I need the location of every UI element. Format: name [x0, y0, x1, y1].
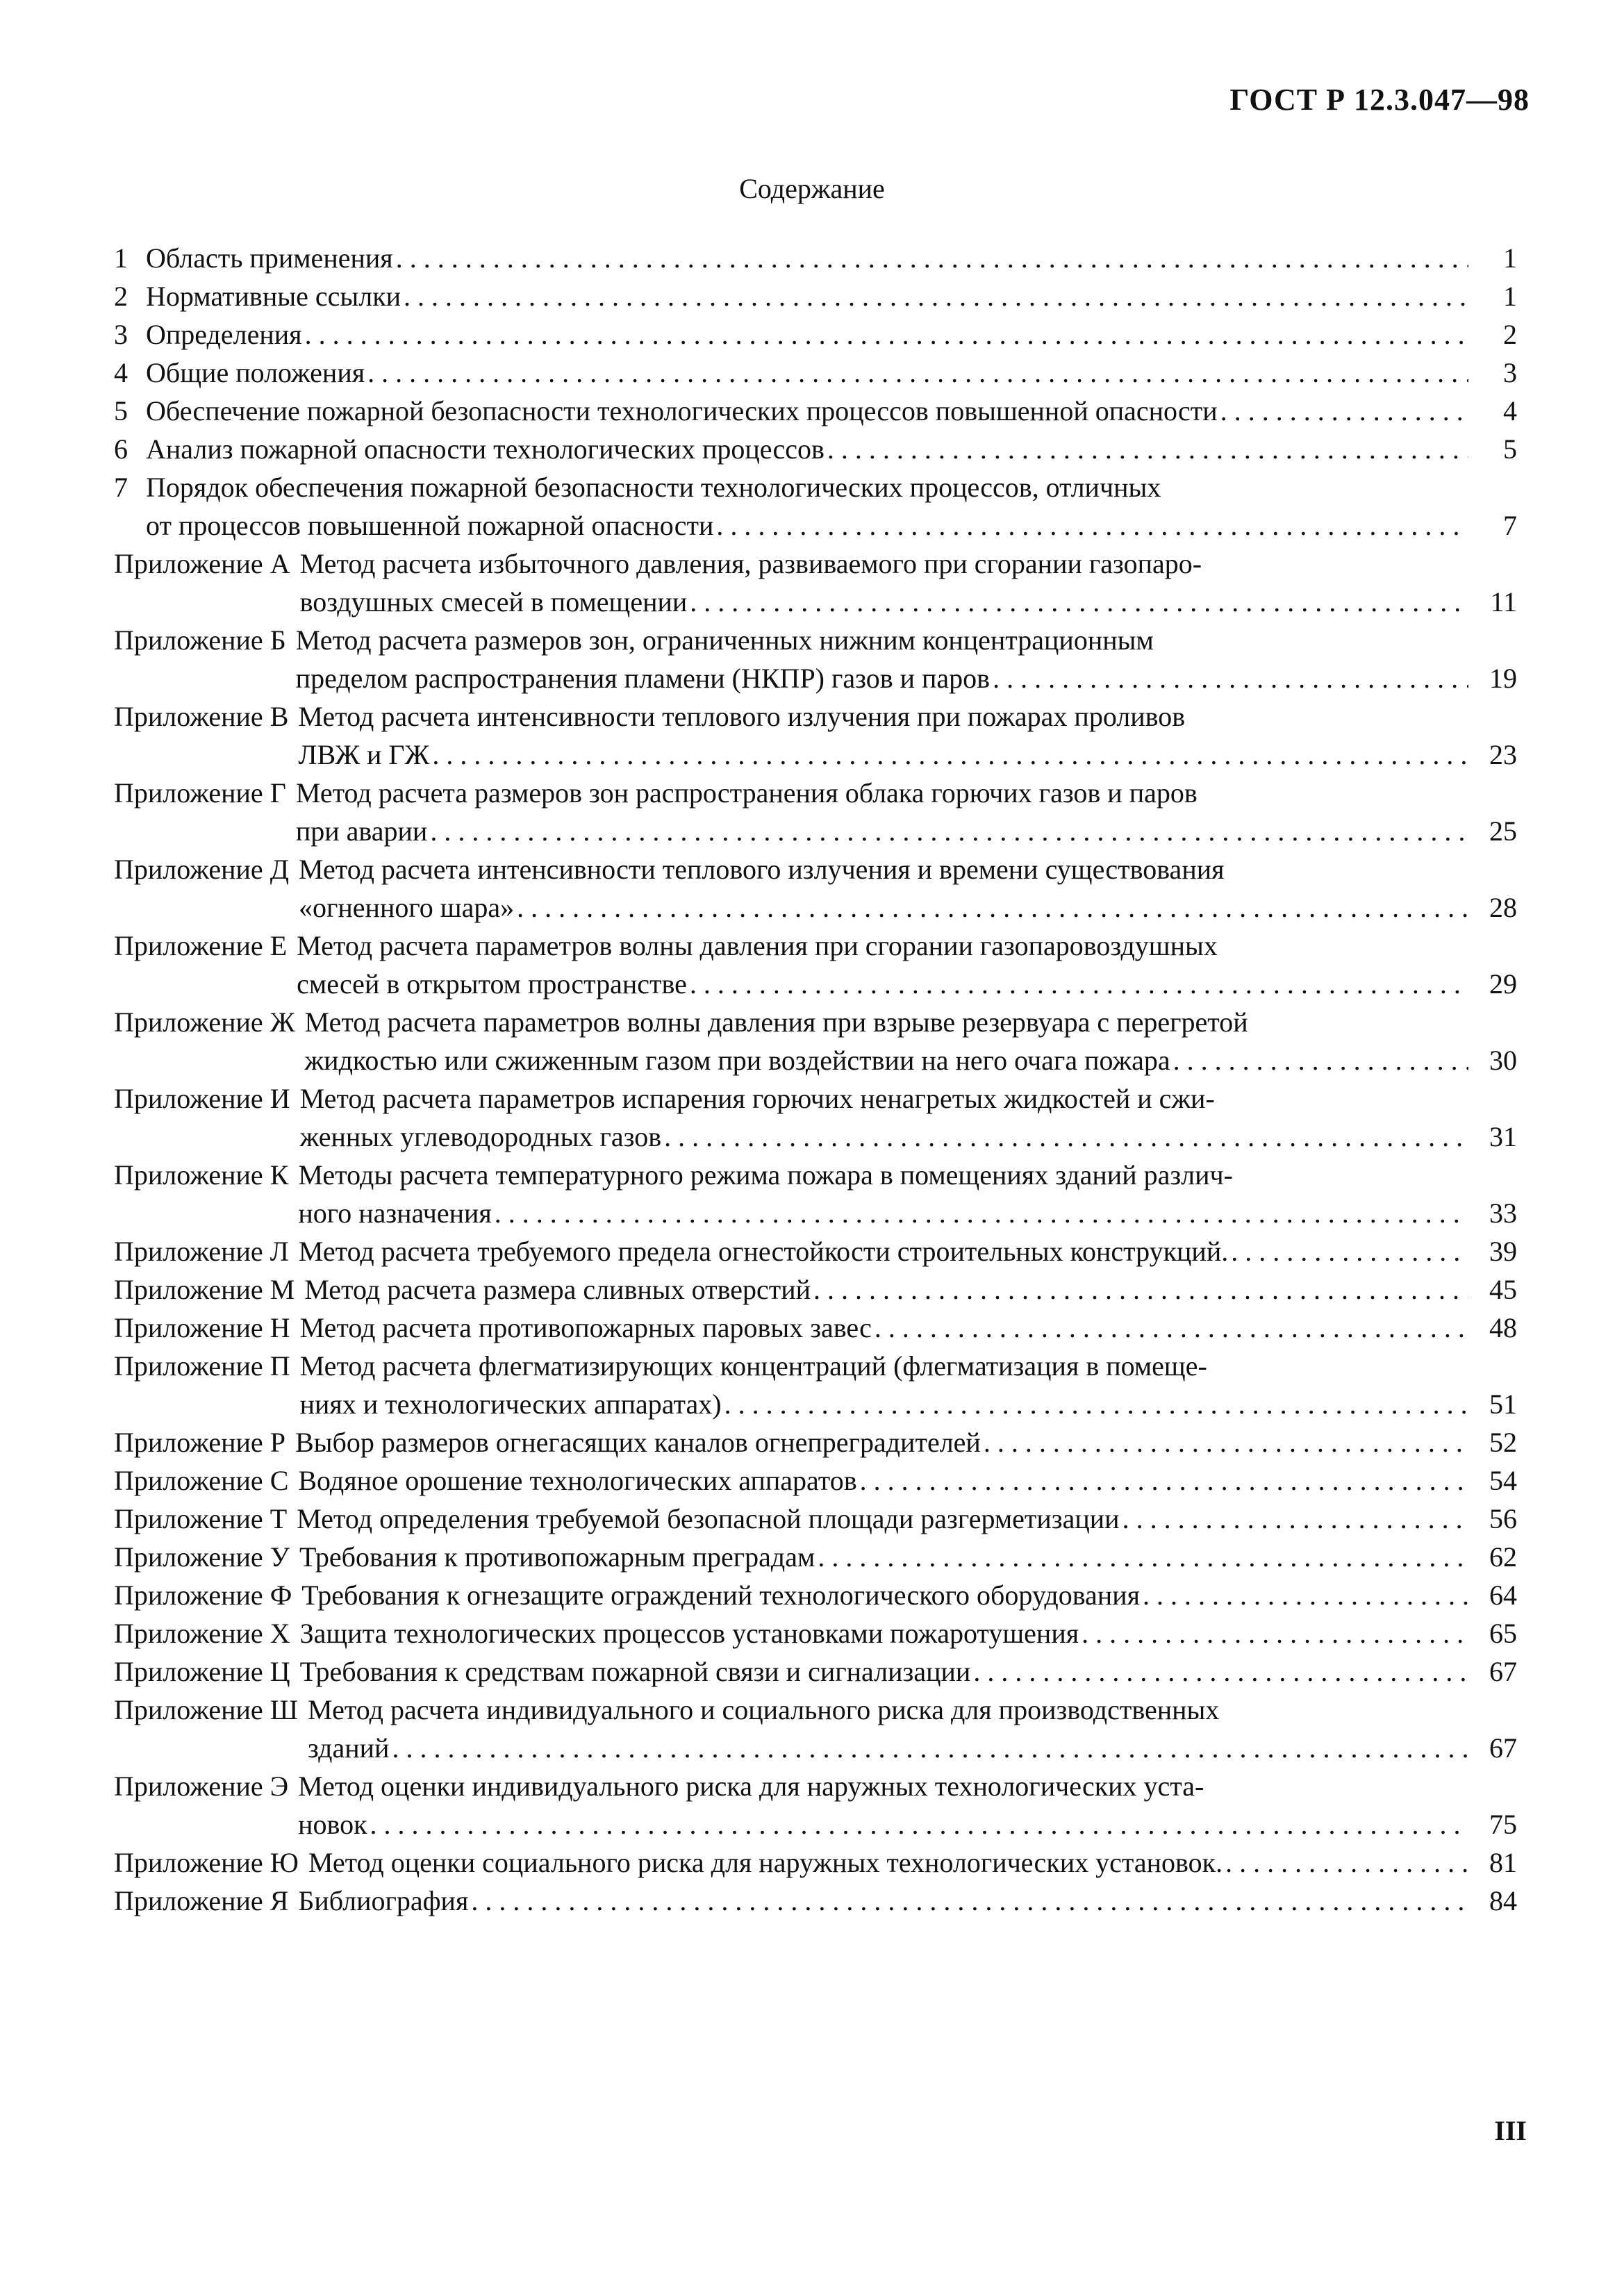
toc-appendix[interactable]	[114, 1079, 1517, 1156]
entry-title: Определения	[146, 319, 302, 350]
toc-appendix[interactable]	[114, 1691, 1517, 1767]
dot-leader	[813, 1270, 1468, 1309]
dot-leader	[305, 315, 1468, 354]
page-ref: 2	[1503, 319, 1517, 350]
section-number: 4	[114, 357, 128, 388]
page-ref: 3	[1503, 357, 1517, 388]
toc-appendix[interactable]	[114, 1156, 1517, 1232]
entry-title: пределом распространения пламени (НКПР) газов и паров	[295, 663, 991, 694]
toc-appendix[interactable]	[114, 1843, 1517, 1882]
entry-title-line: Метод расчета индивидуального и социального риска для производственных	[308, 1694, 1220, 1725]
dot-leader	[1143, 1576, 1468, 1614]
toc-title: Содержание	[739, 173, 885, 204]
section-number: 1	[114, 242, 128, 274]
page-ref: 54	[1489, 1465, 1517, 1496]
toc-appendix[interactable]	[114, 1347, 1517, 1423]
page-ref: 65	[1489, 1618, 1517, 1649]
toc-appendix[interactable]	[114, 1500, 1517, 1538]
page-ref: 52	[1489, 1427, 1517, 1458]
entry-title: жидкостью или сжиженным газом при воздействии на него очага пожара	[304, 1045, 1170, 1076]
dot-leader	[716, 506, 1468, 545]
dot-leader	[984, 1423, 1468, 1461]
page-ref: 7	[1503, 510, 1517, 541]
entry-title: Общие положения	[146, 357, 365, 388]
page-ref: 75	[1489, 1809, 1517, 1840]
entry-title: от процессов повышенной пожарной опасности	[146, 510, 714, 541]
appendix-label: Приложение Н	[114, 1312, 290, 1343]
entry-title: Анализ пожарной опасности технологических процессов	[146, 433, 825, 465]
section-number: 7	[114, 472, 128, 503]
appendix-label: Приложение Ц	[114, 1656, 290, 1687]
entry-title-line: Метод расчета флегматизирующих концентраций (флегматизация в помеще-	[299, 1350, 1207, 1382]
entry-title: Метод расчета противопожарных паровых завес	[299, 1312, 872, 1343]
dot-leader	[973, 1652, 1468, 1691]
dot-leader	[875, 1309, 1468, 1347]
entry-title-line: Метод расчета параметров волны давления при взрыве резервуара с перегретой	[304, 1006, 1248, 1038]
entry-title: зданий	[308, 1732, 390, 1764]
toc-appendix[interactable]	[114, 1461, 1517, 1500]
appendix-label: Приложение Х	[114, 1618, 290, 1649]
toc-appendix[interactable]	[114, 1767, 1517, 1843]
entry-title: при аварии	[295, 815, 428, 847]
entry-title: Требования к противопожарным преградам	[299, 1541, 815, 1573]
entry-title: Метод расчета требуемого предела огнестойкости строительных конструкций.	[298, 1236, 1229, 1267]
dot-leader	[1231, 1232, 1468, 1270]
entry-title-line: Метод расчета размеров зон, ограниченных нижним концентрационным	[295, 624, 1154, 656]
toc-appendix[interactable]	[114, 774, 1517, 850]
toc-section[interactable]	[114, 430, 1517, 468]
toc-appendix[interactable]	[114, 1882, 1517, 1920]
entry-title-line: Метод оценки индивидуального риска для наружных технологических уста-	[298, 1771, 1204, 1802]
appendix-label: Приложение Л	[114, 1236, 289, 1267]
toc-section[interactable]	[114, 239, 1517, 277]
appendix-label: Приложение К	[114, 1159, 289, 1191]
entry-title: Требования к средствам пожарной связи и сигнализации	[299, 1656, 971, 1687]
entry-title: ного назначения	[298, 1197, 492, 1229]
dot-leader	[1122, 1500, 1468, 1538]
section-number: 5	[114, 395, 128, 426]
appendix-label: Приложение Ж	[114, 1006, 295, 1038]
dot-leader	[724, 1385, 1468, 1423]
page-number: III	[1494, 2115, 1527, 2146]
appendix-label: Приложение П	[114, 1350, 290, 1382]
appendix-label: Приложение Ш	[114, 1694, 299, 1725]
toc-appendix[interactable]	[114, 1652, 1517, 1691]
standard-code: ГОСТ Р 12.3.047—98	[1229, 83, 1530, 117]
dot-leader	[1225, 1843, 1468, 1882]
page-ref: 19	[1489, 663, 1517, 694]
appendix-label: Приложение Е	[114, 930, 288, 961]
toc-appendix[interactable]	[114, 1538, 1517, 1576]
dot-leader	[818, 1538, 1468, 1576]
page-ref: 30	[1489, 1045, 1517, 1076]
toc-section[interactable]	[114, 315, 1517, 354]
page-ref: 29	[1489, 968, 1517, 1000]
entry-title-line: Методы расчета температурного режима пожара в помещениях зданий различ-	[298, 1159, 1233, 1191]
appendix-label: Приложение Д	[114, 854, 289, 885]
page-ref: 62	[1489, 1541, 1517, 1573]
toc-section[interactable]	[114, 392, 1517, 430]
toc-appendix[interactable]	[114, 1232, 1517, 1270]
toc-appendix[interactable]	[114, 1423, 1517, 1461]
appendix-label: Приложение М	[114, 1274, 295, 1305]
dot-leader	[367, 354, 1468, 392]
page-ref: 81	[1489, 1847, 1517, 1878]
page-ref: 51	[1489, 1388, 1517, 1420]
page-ref: 31	[1489, 1121, 1517, 1152]
page-ref: 45	[1489, 1274, 1517, 1305]
appendix-label: Приложение Я	[114, 1885, 289, 1916]
page-ref: 67	[1489, 1732, 1517, 1764]
entry-title: Область применения	[146, 242, 393, 274]
page-ref: 56	[1489, 1503, 1517, 1534]
appendix-label: Приложение Ф	[114, 1580, 292, 1611]
section-number: 2	[114, 281, 128, 312]
dot-leader	[1173, 1041, 1468, 1079]
dot-leader	[471, 1882, 1468, 1920]
dot-leader	[1082, 1614, 1468, 1652]
dot-leader	[404, 277, 1468, 315]
page-ref: 67	[1489, 1656, 1517, 1687]
toc-appendix[interactable]	[114, 697, 1517, 774]
page-ref: 39	[1489, 1236, 1517, 1267]
entry-title: воздушных смесей в помещении	[299, 586, 688, 617]
dot-leader	[370, 1805, 1468, 1843]
appendix-label: Приложение Р	[114, 1427, 285, 1458]
toc-section[interactable]	[114, 277, 1517, 315]
entry-title: ниях и технологических аппаратах)	[299, 1388, 722, 1420]
page-ref: 1	[1503, 281, 1517, 312]
entry-title-line: Метод расчета размеров зон распространения облака горючих газов и паров	[295, 777, 1198, 809]
entry-title: смесей в открытом пространстве	[297, 968, 687, 1000]
entry-title-line: Метод расчета избыточного давления, развиваемого при сгорании газопаро-	[299, 548, 1202, 579]
appendix-label: Приложение Б	[114, 624, 286, 656]
entry-title: женных углеводородных газов	[299, 1121, 662, 1152]
toc-appendix[interactable]	[114, 927, 1517, 1003]
page-ref: 1	[1503, 242, 1517, 274]
toc-appendix[interactable]	[114, 1309, 1517, 1347]
section-number: 6	[114, 433, 128, 465]
appendix-label: Приложение Т	[114, 1503, 288, 1534]
page-ref: 11	[1490, 586, 1517, 617]
entry-title: Обеспечение пожарной безопасности технологических процессов повышенной опасности	[146, 395, 1218, 426]
dot-leader	[396, 239, 1468, 277]
toc-appendix[interactable]	[114, 1614, 1517, 1652]
page-ref: 64	[1489, 1580, 1517, 1611]
toc-appendix[interactable]	[114, 621, 1517, 697]
appendix-label: Приложение Ю	[114, 1847, 299, 1878]
page-ref: 48	[1489, 1312, 1517, 1343]
dot-leader	[860, 1461, 1468, 1500]
page-ref: 4	[1503, 395, 1517, 426]
toc-section[interactable]	[114, 354, 1517, 392]
entry-title-line: Метод расчета интенсивности теплового излучения при пожарах проливов	[298, 701, 1186, 732]
page-ref: 28	[1489, 892, 1517, 923]
appendix-label: Приложение Э	[114, 1771, 289, 1802]
entry-title: Защита технологических процессов установками пожаротушения	[299, 1618, 1079, 1649]
entry-title: Метод оценки социального риска для наружных технологических установок.	[308, 1847, 1223, 1878]
entry-title: «огненного шара»	[298, 892, 515, 923]
dot-leader	[517, 888, 1468, 927]
entry-title: ЛВЖ и ГЖ	[298, 739, 430, 770]
entry-title-line: Метод расчета параметров волны давления при сгорании газопаровоздушных	[297, 930, 1218, 961]
page-ref: 23	[1489, 739, 1517, 770]
appendix-label: Приложение В	[114, 701, 289, 732]
appendix-label: Приложение С	[114, 1465, 289, 1496]
entry-title: Метод определения требуемой безопасной площади разгерметизации	[297, 1503, 1120, 1534]
entry-title-line: Метод расчета параметров испарения горючих ненагретых жидкостей и сжи-	[299, 1083, 1215, 1114]
toc-appendix[interactable]	[114, 1576, 1517, 1614]
entry-title: Выбор размеров огнегасящих каналов огнепреградителей	[295, 1427, 981, 1458]
dot-leader	[664, 1118, 1468, 1156]
dot-leader	[495, 1194, 1468, 1232]
entry-title-line: Порядок обеспечения пожарной безопасности технологических процессов, отличных	[146, 472, 1161, 503]
entry-title: Требования к огнезащите ограждений технологического оборудования	[301, 1580, 1141, 1611]
entry-title: новок	[298, 1809, 367, 1840]
dot-leader	[392, 1729, 1468, 1767]
dot-leader	[827, 430, 1468, 468]
dot-leader	[690, 965, 1468, 1003]
appendix-label: Приложение И	[114, 1083, 290, 1114]
toc-appendix[interactable]	[114, 545, 1517, 621]
page-ref: 33	[1489, 1197, 1517, 1229]
dot-leader	[432, 736, 1468, 774]
table-of-contents	[114, 239, 1517, 1920]
dot-leader	[430, 812, 1468, 850]
entry-title: Нормативные ссылки	[146, 281, 401, 312]
toc-section[interactable]	[114, 468, 1517, 545]
dot-leader	[1220, 392, 1468, 430]
entry-title: Водяное орошение технологических аппаратов	[298, 1465, 857, 1496]
dot-leader	[993, 659, 1468, 697]
page-ref: 25	[1489, 815, 1517, 847]
toc-appendix[interactable]	[114, 850, 1517, 927]
appendix-label: Приложение А	[114, 548, 290, 579]
toc-appendix[interactable]	[114, 1270, 1517, 1309]
toc-appendix[interactable]	[114, 1003, 1517, 1079]
page-ref: 5	[1503, 433, 1517, 465]
section-number: 3	[114, 319, 128, 350]
entry-title: Библиография	[298, 1885, 469, 1916]
entry-title: Метод расчета размера сливных отверстий	[304, 1274, 811, 1305]
appendix-label: Приложение У	[114, 1541, 290, 1573]
appendix-label: Приложение Г	[114, 777, 286, 809]
page-ref: 84	[1489, 1885, 1517, 1916]
dot-leader	[690, 583, 1468, 621]
entry-title-line: Метод расчета интенсивности теплового излучения и времени существования	[298, 854, 1225, 885]
